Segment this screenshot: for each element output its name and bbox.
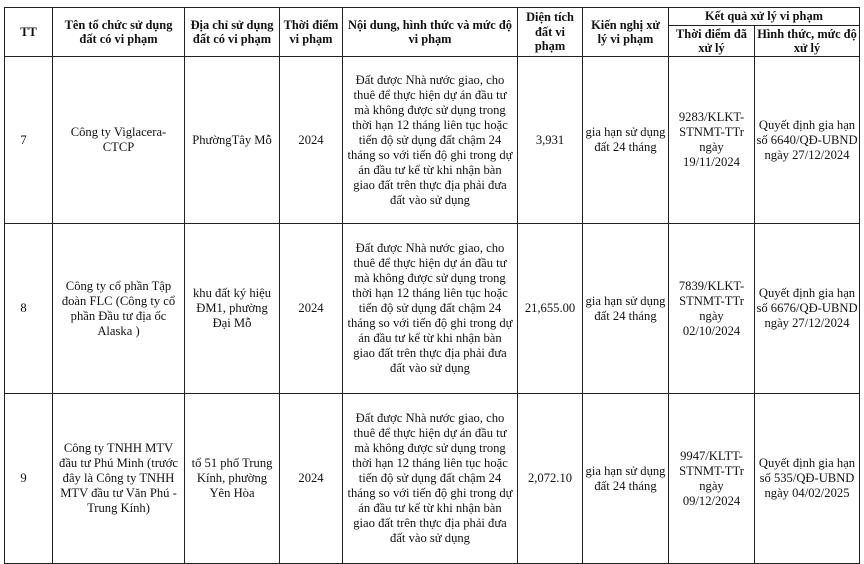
row-org: Công ty cổ phần Tập đoàn FLC (Công ty cổ phần Đầu tư địa ốc Alaska ) [53,224,185,394]
header-tt: TT [5,8,53,57]
row-address: tổ 51 phố Trung Kính, phường Yên Hòa [185,394,280,564]
row-proposal: gia hạn sử dụng đất 24 tháng [583,57,669,224]
row-area: 3,931 [518,57,583,224]
table-row [5,57,860,224]
row-content: Đất được Nhà nước giao, cho thuê để thực hiện dự án đầu tư mà không được sử dụng trong thời hạn 12 tháng liên tục hoặc tiến độ sử dụng đất chậm 24 tháng so với tiến độ ghi trong dự án đầu tư kể từ khi nhận bàn giao đất trên thực địa phải đưa đất vào sử dụng [343,224,518,394]
row-org: Công ty TNHH MTV đầu tư Phú Minh (trước đây là Công ty TNHH MTV đầu tư Văn Phú - Trung Kính) [53,394,185,564]
header-org: Tên tổ chức sử dụng đất có vi phạm [53,8,185,57]
row-result-form: Quyết định gia hạn số 6676/QĐ-UBND ngày 27/12/2024 [755,224,860,394]
row-result-time: 9283/KLKT-STNMT-TTr ngày 19/11/2024 [669,57,755,224]
row-time: 2024 [280,224,343,394]
row-result-form: Quyết định gia hạn số 535/QĐ-UBND ngày 04/02/2025 [755,394,860,564]
row-result-form: Quyết định gia hạn số 6640/QĐ-UBND ngày 27/12/2024 [755,57,860,224]
row-proposal: gia hạn sử dụng đất 24 tháng [583,224,669,394]
header-result-form: Hình thức, mức độ xử lý [755,26,860,57]
row-area: 2,072.10 [518,394,583,564]
row-proposal: gia hạn sử dụng đất 24 tháng [583,394,669,564]
header-time: Thời điểm vi phạm [280,8,343,57]
row-org: Công ty Viglacera-CTCP [53,57,185,224]
header-result: Kết quả xử lý vi phạm [669,8,860,26]
row-content: Đất được Nhà nước giao, cho thuê để thực hiện dự án đầu tư mà không được sử dụng trong thời hạn 12 tháng liên tục hoặc tiến độ sử dụng đất chậm 24 tháng so với tiến độ ghi trong dự án đầu tư kể từ khi nhận bàn giao đất trên thực địa phải đưa đất vào sử dụng [343,394,518,564]
header-area: Diện tích đất vi phạm [518,8,583,57]
row-tt: 7 [5,57,53,224]
header-content: Nội dung, hình thức và mức độ vi phạm [343,8,518,57]
row-address: PhườngTây Mỗ [185,57,280,224]
header-proposal: Kiến nghị xử lý vi phạm [583,8,669,57]
violation-table [4,7,860,564]
row-tt: 9 [5,394,53,564]
row-result-time: 9947/KLTT-STNMT-TTr ngày 09/12/2024 [669,394,755,564]
row-time: 2024 [280,394,343,564]
row-address: khu đất ký hiệu ĐM1, phường Đại Mỗ [185,224,280,394]
row-result-time: 7839/KLKT-STNMT-TTr ngày 02/10/2024 [669,224,755,394]
table-row [5,224,860,394]
row-tt: 8 [5,224,53,394]
header-address: Địa chỉ sử dụng đất có vi phạm [185,8,280,57]
row-area: 21,655.00 [518,224,583,394]
header-result-time: Thời điểm đã xử lý [669,26,755,57]
table-row [5,394,860,564]
row-content: Đất được Nhà nước giao, cho thuê để thực hiện dự án đầu tư mà không được sử dụng trong thời hạn 12 tháng liên tục hoặc tiến độ sử dụng đất chậm 24 tháng so với tiến độ ghi trong dự án đầu tư kể từ khi nhận bàn giao đất trên thực địa phải đưa đất vào sử dụng [343,57,518,224]
row-time: 2024 [280,57,343,224]
